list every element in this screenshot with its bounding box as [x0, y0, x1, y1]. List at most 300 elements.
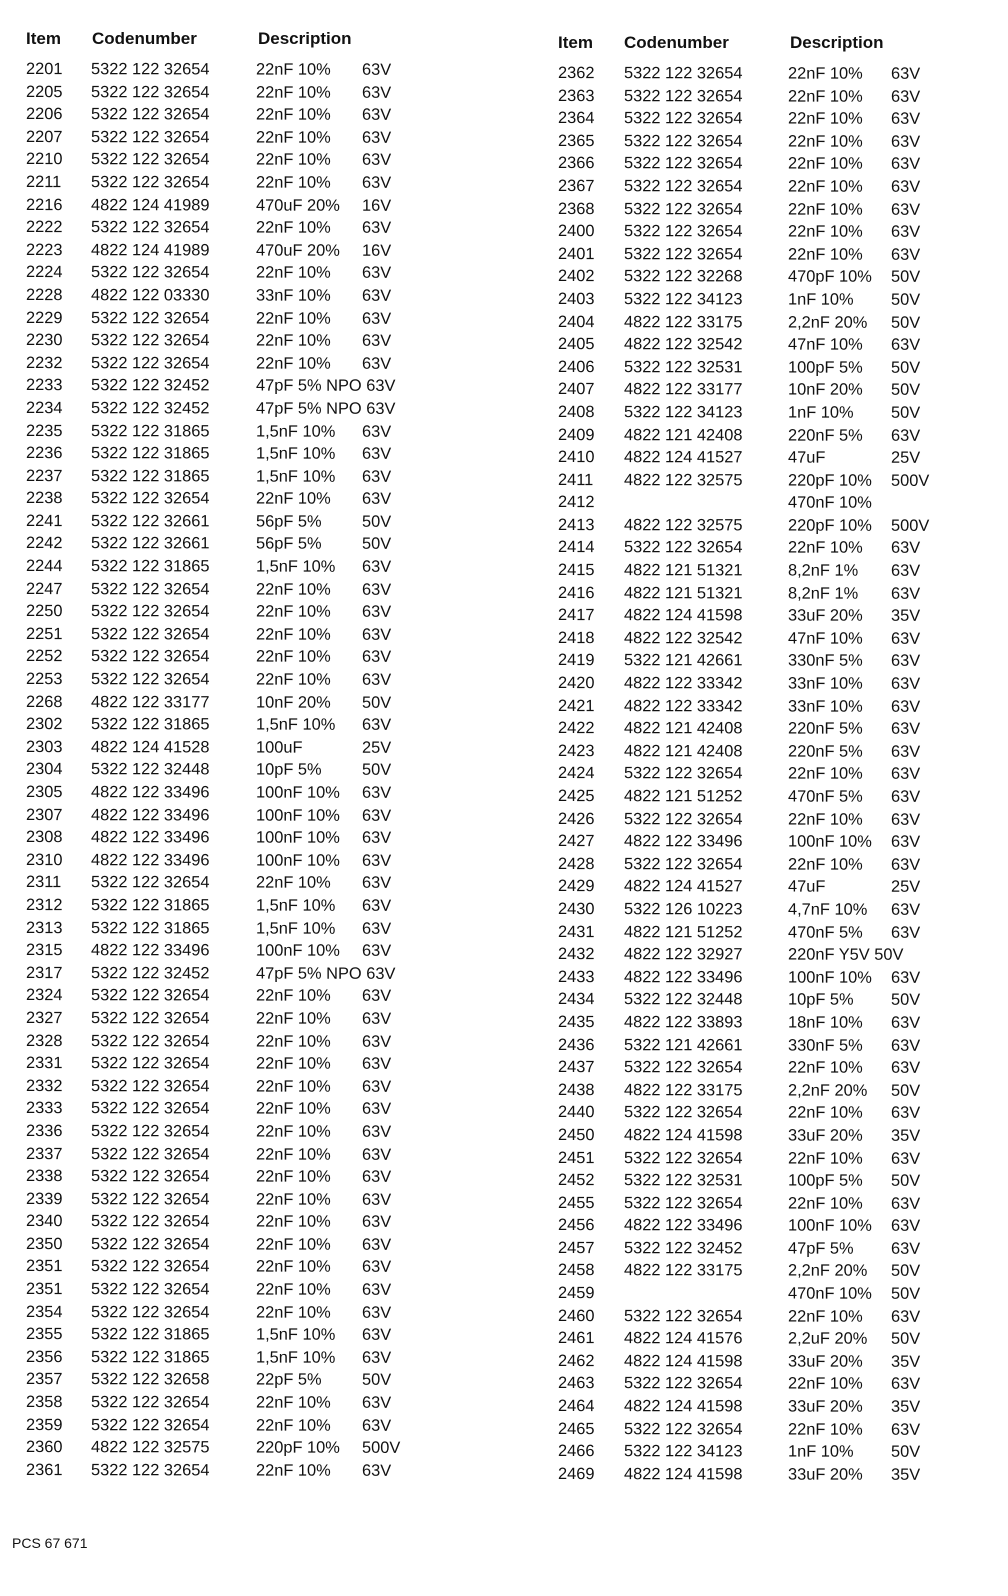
item-number: 2207 — [26, 127, 63, 146]
voltage: 63V — [362, 173, 392, 192]
code-number: 5322 122 32654 — [91, 150, 210, 169]
voltage: 63V — [891, 923, 921, 942]
code-number: 4822 124 41598 — [624, 1397, 743, 1416]
description: 22nF 10% — [256, 602, 331, 621]
item-number: 2305 — [26, 783, 63, 802]
code-number: 5322 122 32452 — [91, 376, 210, 395]
description: 10pF 5% — [256, 760, 322, 780]
code-number: 5322 122 32654 — [91, 1302, 210, 1322]
code-number: 5322 122 31865 — [91, 896, 210, 915]
description: 33uF 20% — [788, 1352, 863, 1371]
code-number: 4822 124 41528 — [91, 737, 210, 757]
voltage: 63V — [891, 1239, 921, 1258]
code-number: 4822 122 33496 — [91, 850, 210, 870]
voltage: 63V — [362, 625, 392, 644]
table-row — [14, 261, 484, 285]
code-number: 5322 122 31865 — [91, 715, 210, 734]
code-number: 5322 122 32654 — [91, 1054, 210, 1073]
description: 22nF 10% — [788, 222, 863, 241]
item-number: 2459 — [558, 1284, 595, 1303]
item-number: 2415 — [558, 561, 595, 580]
table-row — [546, 559, 986, 583]
item-number: 2308 — [26, 828, 63, 847]
table-row — [14, 939, 484, 963]
table-row — [14, 645, 484, 669]
table-row — [546, 243, 986, 267]
table-row — [14, 126, 484, 150]
code-number: 5322 122 32654 — [624, 1374, 743, 1393]
item-number: 2463 — [558, 1374, 595, 1393]
table-row — [546, 1124, 986, 1148]
item-number: 2361 — [26, 1460, 63, 1479]
description: 1,5nF 10% — [256, 1325, 336, 1344]
table-row — [546, 1056, 986, 1080]
table-row — [14, 1188, 484, 1212]
voltage: 50V — [362, 761, 392, 780]
voltage: 63V — [362, 218, 392, 238]
voltage: 63V — [362, 490, 392, 509]
description: 1,5nF 10% — [256, 557, 336, 576]
item-number: 2233 — [26, 376, 63, 395]
voltage: 35V — [891, 1397, 921, 1416]
code-number: 4822 122 33496 — [91, 828, 210, 847]
voltage: 63V — [891, 584, 921, 603]
description: 22nF 10% — [256, 625, 331, 644]
voltage: 16V — [362, 241, 392, 260]
table-row — [14, 1165, 484, 1189]
description: 470nF 5% — [788, 787, 863, 806]
table-row — [546, 988, 986, 1012]
item-number: 2407 — [558, 380, 595, 399]
voltage: 63V — [891, 539, 921, 558]
description: 22nF 10% — [256, 1077, 331, 1096]
code-number: 4822 121 42408 — [624, 425, 743, 444]
item-number: 2304 — [26, 760, 63, 779]
table-row — [546, 175, 986, 199]
item-number: 2450 — [558, 1125, 595, 1145]
item-number: 2469 — [558, 1464, 595, 1483]
table-header — [546, 30, 986, 62]
item-number: 2310 — [26, 850, 63, 869]
code-number: 5322 122 32654 — [91, 1415, 210, 1435]
item-number: 2350 — [26, 1234, 63, 1253]
code-number: 5322 122 32654 — [91, 263, 210, 282]
table-row — [546, 333, 986, 357]
code-number: 4822 121 42408 — [624, 741, 743, 761]
description: 8,2nF 1% — [788, 561, 859, 580]
table-row — [14, 1368, 484, 1392]
item-number: 2206 — [26, 105, 63, 124]
item-number: 2410 — [558, 448, 595, 467]
item-number: 2409 — [558, 425, 595, 444]
voltage: 63V — [891, 64, 921, 83]
item-number: 2402 — [558, 267, 595, 286]
code-number: 5322 121 42661 — [624, 1035, 743, 1054]
item-number: 2312 — [26, 895, 63, 915]
voltage: 63V — [891, 1217, 921, 1236]
code-number: 4822 122 32542 — [624, 629, 743, 648]
description: 22nF 10% — [256, 1032, 331, 1051]
voltage: 63V — [891, 132, 921, 151]
item-number: 2431 — [558, 922, 595, 941]
description: 22nF 10% — [788, 1374, 863, 1394]
item-number: 2416 — [558, 583, 595, 602]
description: 100nF 10% — [256, 828, 340, 847]
voltage: 63V — [362, 422, 392, 441]
voltage: 50V — [891, 290, 921, 309]
code-number: 5322 122 32654 — [91, 82, 210, 102]
item-number: 2438 — [558, 1080, 595, 1099]
table-row — [546, 130, 986, 154]
description: 1nF 10% — [788, 290, 854, 309]
description: 22pF 5% — [256, 1370, 322, 1390]
item-number: 2420 — [558, 674, 595, 693]
code-number: 5322 122 32654 — [624, 1058, 743, 1077]
table-row — [14, 1052, 484, 1076]
item-number: 2367 — [558, 176, 595, 196]
code-number: 4822 122 33496 — [624, 832, 743, 851]
voltage: 63V — [362, 331, 392, 350]
table-row — [14, 713, 484, 737]
voltage: 35V — [891, 1126, 921, 1145]
description: 22nF 10% — [256, 1258, 331, 1277]
item-number: 2268 — [26, 692, 63, 711]
table-row — [546, 1395, 986, 1419]
table-row — [546, 1259, 986, 1283]
description: 1,5nF 10% — [256, 896, 336, 915]
table-row — [546, 198, 986, 222]
voltage: 63V — [891, 1104, 921, 1123]
code-number: 5322 122 32531 — [624, 357, 743, 377]
voltage: 50V — [891, 1171, 921, 1190]
description: 2,2nF 20% — [788, 1081, 868, 1100]
description: 22nF 10% — [788, 245, 863, 264]
left-column — [14, 26, 484, 1481]
table-row — [14, 374, 484, 398]
table-row — [546, 717, 986, 741]
code-number: 5322 122 32654 — [624, 764, 743, 783]
table-row — [14, 894, 484, 918]
table-row — [546, 536, 986, 560]
voltage: 63V — [362, 1326, 392, 1345]
table-row — [14, 194, 484, 218]
table-row — [14, 420, 484, 444]
table-row — [14, 917, 484, 941]
voltage: 63V — [362, 670, 392, 689]
code-number: 4822 124 41598 — [624, 1352, 743, 1371]
description: 100nF 10% — [256, 941, 340, 960]
item-number: 2228 — [26, 285, 63, 305]
table-row — [546, 356, 986, 380]
table-row — [14, 804, 484, 828]
code-number: 5322 122 32654 — [91, 1144, 210, 1163]
item-number: 2324 — [26, 986, 63, 1005]
voltage: 63V — [362, 309, 392, 328]
item-number: 2424 — [558, 764, 595, 783]
description: 1,5nF 10% — [256, 1348, 336, 1367]
table-row — [14, 871, 484, 895]
description: 4,7nF 10% — [788, 900, 868, 919]
voltage: 63V — [362, 1348, 392, 1367]
description: 22nF 10% — [256, 1122, 331, 1141]
description: 22nF 10% — [256, 263, 331, 283]
table-row — [546, 762, 986, 786]
code-number: 5322 122 32531 — [624, 1171, 743, 1190]
table-row — [14, 555, 484, 579]
code-number: 4822 122 33496 — [91, 941, 210, 960]
right-parts-list — [546, 62, 986, 1486]
description: 22nF 10% — [256, 647, 331, 667]
table-row — [546, 1350, 986, 1374]
table-header — [14, 26, 484, 58]
item-number: 2337 — [26, 1144, 63, 1163]
item-number: 2251 — [26, 624, 63, 643]
voltage: 63V — [891, 87, 921, 106]
table-row — [546, 265, 986, 289]
voltage: 63V — [891, 177, 921, 196]
item-number: 2355 — [26, 1325, 63, 1344]
item-number: 2354 — [26, 1302, 63, 1321]
code-number: 5322 122 31865 — [91, 421, 210, 440]
item-number: 2356 — [26, 1347, 63, 1366]
item-number: 2457 — [558, 1238, 595, 1257]
description: 22nF 10% — [256, 1416, 331, 1435]
voltage: 63V — [891, 742, 921, 761]
description: 1,5nF 10% — [256, 444, 336, 463]
header-description: Description — [790, 33, 884, 52]
table-row — [14, 1097, 484, 1121]
item-number: 2422 — [558, 719, 595, 738]
description: 22nF 10% — [256, 580, 331, 599]
code-number: 4822 124 41989 — [91, 240, 210, 260]
code-number: 4822 122 33496 — [624, 967, 743, 987]
description: 22nF 10% — [256, 489, 331, 508]
item-number: 2222 — [26, 218, 63, 237]
voltage: 63V — [891, 629, 921, 648]
description: 1,5nF 10% — [256, 715, 336, 734]
description: 47pF 5% NPO 63V — [256, 399, 396, 418]
voltage: 25V — [891, 448, 921, 467]
code-number: 4822 121 42408 — [624, 719, 743, 738]
description: 10pF 5% — [788, 990, 854, 1010]
voltage: 63V — [362, 1280, 392, 1299]
description: 10nF 20% — [788, 380, 863, 400]
voltage: 500V — [891, 516, 930, 535]
code-number: 5322 122 32654 — [624, 1306, 743, 1326]
item-number: 2223 — [26, 240, 63, 259]
table-row — [546, 672, 986, 696]
table-row — [546, 1372, 986, 1396]
table-row — [14, 578, 484, 602]
item-number: 2235 — [26, 421, 63, 440]
voltage: 63V — [891, 1013, 921, 1032]
voltage: 63V — [891, 335, 921, 354]
item-number: 2400 — [558, 222, 595, 241]
code-number: 5322 122 32448 — [91, 760, 210, 779]
code-number: 5322 122 32654 — [91, 1189, 210, 1209]
description: 22nF 10% — [256, 1054, 331, 1073]
item-number: 2313 — [26, 918, 63, 937]
item-number: 2339 — [26, 1189, 63, 1208]
table-row — [14, 1414, 484, 1438]
code-number: 5322 122 32654 — [91, 105, 210, 124]
item-number: 2230 — [26, 331, 63, 350]
description: 47pF 5% — [788, 1239, 854, 1258]
item-number: 2464 — [558, 1397, 595, 1416]
code-number: 5322 122 32654 — [91, 1076, 210, 1096]
voltage: 63V — [362, 783, 392, 802]
description: 22nF 10% — [788, 1149, 863, 1168]
voltage: 63V — [362, 557, 392, 576]
code-number: 5322 122 32654 — [91, 1235, 210, 1254]
item-number: 2232 — [26, 353, 63, 372]
code-number: 5322 122 32654 — [91, 1167, 210, 1186]
item-number: 2351 — [26, 1280, 63, 1299]
code-number: 5322 122 32452 — [91, 963, 210, 983]
description: 100nF 10% — [788, 832, 872, 851]
item-number: 2365 — [558, 131, 595, 150]
item-number: 2417 — [558, 606, 595, 625]
description: 22nF 10% — [788, 177, 863, 196]
table-row — [546, 898, 986, 922]
code-number: 5322 122 32658 — [91, 1370, 210, 1389]
code-number: 5322 122 32654 — [624, 222, 743, 241]
description: 220pF 10% — [256, 1438, 340, 1457]
code-number: 4822 124 41598 — [624, 606, 743, 625]
code-number: 5322 122 32654 — [624, 199, 743, 219]
voltage: 63V — [891, 1307, 921, 1326]
table-row — [14, 1436, 484, 1460]
item-number: 2331 — [26, 1054, 63, 1073]
code-number: 4822 122 33177 — [624, 380, 743, 399]
item-number: 2303 — [26, 737, 63, 756]
item-number: 2332 — [26, 1076, 63, 1095]
code-number: 5322 122 31865 — [91, 1348, 210, 1367]
description: 220nF 5% — [788, 719, 863, 738]
voltage: 63V — [891, 1149, 921, 1168]
table-row — [546, 1079, 986, 1103]
item-number: 2360 — [26, 1438, 63, 1457]
code-number: 4822 122 32575 — [624, 470, 743, 490]
description: 22nF 10% — [788, 200, 863, 219]
code-number: 4822 122 33175 — [624, 312, 743, 331]
code-number: 4822 124 41598 — [624, 1464, 743, 1484]
voltage: 50V — [891, 1284, 921, 1303]
voltage: 63V — [362, 1190, 392, 1209]
description: 470uF 20% — [256, 241, 340, 260]
item-number: 2315 — [26, 941, 63, 960]
item-number: 2408 — [558, 402, 595, 422]
description: 100nF 10% — [788, 968, 872, 987]
voltage: 63V — [891, 1058, 921, 1077]
description: 22nF 10% — [788, 855, 863, 874]
table-row — [14, 1143, 484, 1167]
code-number: 4822 122 32542 — [624, 335, 743, 354]
code-number: 5322 122 32654 — [91, 331, 210, 350]
code-number: 5322 122 32654 — [91, 1122, 210, 1141]
description: 22nF 10% — [788, 539, 863, 558]
item-number: 2411 — [558, 470, 594, 489]
table-row — [546, 1282, 986, 1306]
voltage: 63V — [362, 941, 392, 961]
description: 100pF 5% — [788, 1171, 863, 1190]
description: 22nF 10% — [256, 1393, 331, 1412]
item-number: 2426 — [558, 809, 595, 828]
description: 10nF 20% — [256, 693, 331, 712]
table-row — [546, 424, 986, 448]
code-number: 4822 122 33893 — [624, 1013, 743, 1032]
item-number: 2437 — [558, 1058, 595, 1077]
item-number: 2250 — [26, 602, 63, 621]
table-row — [546, 1214, 986, 1238]
table-row — [546, 921, 986, 945]
code-number: 5322 122 31865 — [91, 1325, 210, 1344]
description: 330nF 5% — [788, 1036, 863, 1055]
table-row — [14, 397, 484, 421]
item-number: 2458 — [558, 1261, 595, 1280]
code-number: 4822 121 51321 — [624, 583, 743, 603]
voltage: 63V — [362, 1077, 392, 1096]
item-number: 2461 — [558, 1329, 595, 1348]
item-number: 2405 — [558, 335, 595, 354]
code-number: 5322 122 32654 — [624, 154, 743, 173]
description: 1,5nF 10% — [256, 422, 336, 441]
right-column — [546, 30, 986, 1485]
code-number: 5322 122 32654 — [91, 1009, 210, 1028]
table-row — [546, 875, 986, 899]
voltage: 63V — [362, 1235, 392, 1254]
item-number: 2216 — [26, 195, 63, 214]
table-row — [546, 1237, 986, 1261]
code-number: 5322 122 32661 — [91, 534, 210, 553]
description: 22nF 10% — [256, 83, 331, 102]
item-number: 2418 — [558, 628, 595, 647]
item-number: 2421 — [558, 696, 595, 715]
voltage: 63V — [362, 1145, 392, 1164]
item-number: 2328 — [26, 1031, 63, 1050]
item-number: 2425 — [558, 787, 595, 806]
description: 22nF 10% — [256, 670, 331, 689]
description: 2,2nF 20% — [788, 313, 868, 332]
description: 47pF 5% NPO 63V — [256, 964, 396, 983]
table-row — [14, 487, 484, 511]
item-number: 2432 — [558, 945, 595, 964]
item-number: 2436 — [558, 1035, 595, 1054]
table-row — [14, 216, 484, 240]
item-number: 2241 — [26, 511, 63, 530]
item-number: 2401 — [558, 244, 595, 263]
table-row — [546, 853, 986, 877]
item-number: 2242 — [26, 534, 63, 553]
description: 22nF 10% — [256, 128, 331, 147]
item-number: 2414 — [558, 538, 595, 557]
table-row — [546, 401, 986, 425]
code-number: 5322 122 32654 — [91, 986, 210, 1005]
table-row — [14, 1030, 484, 1054]
code-number: 4822 121 51252 — [624, 922, 743, 942]
item-number: 2234 — [26, 398, 63, 418]
item-number: 2466 — [558, 1442, 595, 1461]
table-row — [546, 514, 986, 538]
code-number: 5322 122 32654 — [91, 1280, 210, 1299]
voltage: 63V — [891, 426, 921, 445]
table-row — [546, 785, 986, 809]
voltage: 63V — [362, 919, 392, 938]
voltage: 63V — [891, 832, 921, 852]
description: 100nF 10% — [788, 1216, 872, 1236]
description: 22nF 10% — [256, 986, 331, 1006]
description: 22nF 10% — [788, 1194, 863, 1213]
